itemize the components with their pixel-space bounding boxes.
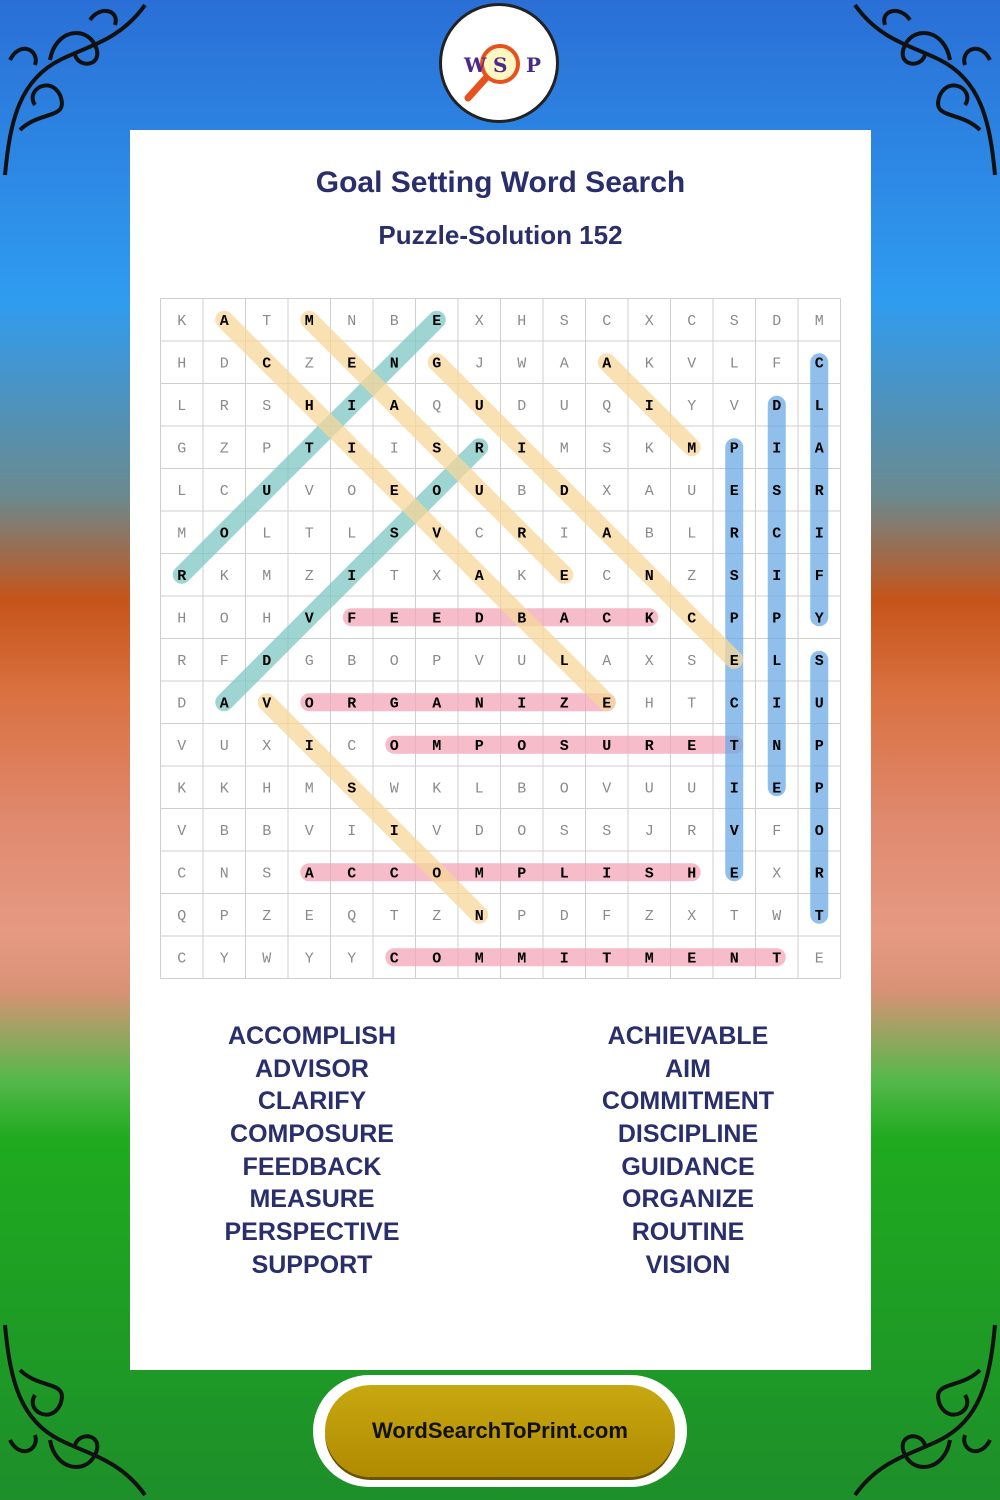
word-list-item: ACCOMPLISH <box>227 1022 397 1050</box>
grid-cell: T <box>389 567 399 585</box>
grid-cell: E <box>687 737 697 755</box>
grid-cell: R <box>517 525 527 543</box>
word-list-item: FEEDBACK <box>242 1152 382 1181</box>
logo-letter-w: W <box>464 53 487 77</box>
grid-cell: Y <box>687 397 697 415</box>
grid-cell: X <box>474 312 484 330</box>
grid-cell: I <box>772 440 782 458</box>
grid-cell: I <box>559 525 569 543</box>
grid-cell: L <box>559 865 569 883</box>
grid-cell: E <box>602 695 612 713</box>
grid-cell: T <box>602 950 612 968</box>
grid-cell: O <box>219 525 229 543</box>
grid-cell: W <box>389 780 399 798</box>
grid-cell: A <box>602 525 612 543</box>
page-subtitle: Puzzle-Solution 152 <box>378 220 623 250</box>
letter-grid <box>160 298 841 979</box>
grid-cell: I <box>517 695 527 713</box>
grid-cell: Y <box>814 610 824 628</box>
grid-cell: I <box>389 822 399 840</box>
grid-cell: E <box>432 610 442 628</box>
grid-cell: H <box>262 610 272 628</box>
grid-cell: C <box>347 865 357 883</box>
grid-cell: G <box>177 440 187 458</box>
grid-cell: P <box>474 737 484 755</box>
grid-cell: P <box>262 440 272 458</box>
grid-cell: M <box>304 780 314 798</box>
word-list-item: CLARIFY <box>257 1087 367 1116</box>
grid-cell: M <box>559 440 569 458</box>
grid-cell: S <box>772 482 782 500</box>
grid-cell: S <box>687 652 697 670</box>
grid-cell: U <box>814 695 824 713</box>
grid-cell: M <box>814 312 824 330</box>
grid-cell: Z <box>304 355 314 373</box>
grid-cell: E <box>432 312 442 330</box>
grid-cell: T <box>304 525 314 543</box>
logo-letter-s: S <box>493 53 508 77</box>
grid-cell: T <box>772 950 782 968</box>
grid-cell: D <box>559 482 569 500</box>
grid-cell: Z <box>432 907 442 925</box>
grid-cell: U <box>559 397 569 415</box>
grid-cell: H <box>644 695 654 713</box>
grid-cell: C <box>262 355 272 373</box>
grid-cell: O <box>432 865 442 883</box>
grid-cell: C <box>814 355 824 373</box>
grid-cell: G <box>389 695 399 713</box>
grid-cell: B <box>517 482 527 500</box>
grid-cell: V <box>304 482 314 500</box>
grid-cell: U <box>687 780 697 798</box>
grid-cell: U <box>474 397 484 415</box>
grid-cell: E <box>729 482 739 500</box>
grid-cell: S <box>602 822 612 840</box>
grid-cell: O <box>432 950 442 968</box>
grid-cell: K <box>177 312 187 330</box>
grid-cell: O <box>389 652 399 670</box>
grid-cell: B <box>517 780 527 798</box>
grid-cell: N <box>772 737 782 755</box>
grid-cell: H <box>177 355 187 373</box>
ornament-bottom-left-icon <box>0 1320 150 1500</box>
grid-cell: X <box>687 907 697 925</box>
grid-cell: C <box>389 950 399 968</box>
grid-cell: V <box>474 652 484 670</box>
grid-cell: F <box>772 822 782 840</box>
grid-cell: L <box>687 525 697 543</box>
grid-cell: L <box>347 525 357 543</box>
grid-cell: D <box>517 397 527 415</box>
grid-cell: Z <box>559 695 569 713</box>
grid-cell: S <box>729 567 739 585</box>
grid-cell: D <box>177 695 187 713</box>
grid-cell: N <box>474 907 484 925</box>
word-list-item: SUPPORT <box>251 1250 373 1279</box>
grid-cell: F <box>814 567 824 585</box>
grid-cell: P <box>772 610 782 628</box>
grid-cell: G <box>432 355 442 373</box>
grid-cell: C <box>177 865 187 883</box>
grid-cell: K <box>219 780 229 798</box>
grid-cell: D <box>474 822 484 840</box>
grid-cell: M <box>432 737 442 755</box>
grid-cell: E <box>304 907 314 925</box>
grid-cell: A <box>644 482 654 500</box>
grid-cell: S <box>602 440 612 458</box>
grid-cell: X <box>772 865 782 883</box>
grid-cell: Q <box>347 907 357 925</box>
grid-cell: Q <box>432 397 442 415</box>
grid-cell: C <box>602 312 612 330</box>
grid-cell: C <box>602 567 612 585</box>
grid-cell: B <box>262 822 272 840</box>
grid-cell: C <box>729 695 739 713</box>
grid-cell: X <box>602 482 612 500</box>
grid-cell: B <box>644 525 654 543</box>
grid-cell: H <box>687 865 697 883</box>
grid-cell: A <box>219 312 229 330</box>
grid-cell: Y <box>219 950 229 968</box>
grid-cell: V <box>177 822 187 840</box>
grid-cell: K <box>432 780 442 798</box>
grid-cell: S <box>432 440 442 458</box>
grid-cell: M <box>177 525 187 543</box>
grid-cell: T <box>262 312 272 330</box>
grid-cell: H <box>262 780 272 798</box>
grid-cell: C <box>219 482 229 500</box>
word-list-item: ACHIEVABLE <box>607 1022 769 1050</box>
ornament-top-right-icon <box>850 0 1000 180</box>
grid-cell: M <box>304 312 314 330</box>
grid-cell: I <box>347 440 357 458</box>
grid-cell: O <box>814 822 824 840</box>
grid-cell: K <box>517 567 527 585</box>
grid-cell: K <box>644 610 654 628</box>
grid-cell: O <box>517 822 527 840</box>
word-list-item: ORGANIZE <box>622 1185 754 1214</box>
grid-cell: X <box>262 737 272 755</box>
grid-cell: S <box>814 652 824 670</box>
grid-cell: K <box>644 355 654 373</box>
grid-cell: A <box>602 355 612 373</box>
word-list-item: VISION <box>645 1250 731 1279</box>
ornament-bottom-right-icon <box>850 1320 1000 1500</box>
grid-cell: F <box>772 355 782 373</box>
grid-cell: M <box>474 950 484 968</box>
grid-cell: E <box>729 865 739 883</box>
grid-cell: I <box>729 780 739 798</box>
grid-cell: M <box>644 950 654 968</box>
grid-cell: A <box>559 610 569 628</box>
grid-cell: V <box>687 355 697 373</box>
grid-cell: N <box>389 355 399 373</box>
grid-cell: V <box>432 525 442 543</box>
grid-cell: Z <box>219 440 229 458</box>
website-label: WordSearchToPrint.com <box>325 1385 675 1477</box>
grid-cell: K <box>177 780 187 798</box>
grid-cell: M <box>687 440 697 458</box>
grid-cell: Y <box>347 950 357 968</box>
word-list-item: DISCIPLINE <box>617 1120 759 1149</box>
grid-cell: Z <box>687 567 697 585</box>
grid-cell: E <box>814 950 824 968</box>
grid-cell: B <box>517 610 527 628</box>
grid-cell: R <box>347 695 357 713</box>
grid-cell: P <box>432 652 442 670</box>
magnifier-logo-icon <box>442 6 556 120</box>
grid-cell: M <box>474 865 484 883</box>
grid-cell: A <box>389 397 399 415</box>
grid-cell: S <box>644 865 654 883</box>
grid-cell: R <box>177 567 187 585</box>
grid-cell: E <box>389 610 399 628</box>
grid-cell: V <box>304 610 314 628</box>
grid-cell: S <box>729 312 739 330</box>
grid-cell: O <box>517 737 527 755</box>
grid-cell: R <box>474 440 484 458</box>
grid-cell: F <box>219 652 229 670</box>
grid-cell: V <box>304 822 314 840</box>
word-list-item: ADVISOR <box>255 1054 369 1083</box>
grid-cell: Z <box>644 907 654 925</box>
grid-cell: I <box>644 397 654 415</box>
grid-cell: T <box>304 440 314 458</box>
grid-cell: C <box>389 865 399 883</box>
grid-cell: R <box>814 482 824 500</box>
grid-cell: G <box>304 652 314 670</box>
grid-cell: L <box>474 780 484 798</box>
grid-cell: W <box>772 907 782 925</box>
grid-cell: S <box>262 865 272 883</box>
grid-cell: E <box>389 482 399 500</box>
grid-cell: H <box>304 397 314 415</box>
grid-cell: C <box>772 525 782 543</box>
grid-cell: U <box>644 780 654 798</box>
grid-cell: V <box>602 780 612 798</box>
grid-cell: U <box>687 482 697 500</box>
grid-cell: C <box>347 737 357 755</box>
grid-cell: I <box>602 865 612 883</box>
grid-cell: L <box>262 525 272 543</box>
grid-cell: E <box>687 950 697 968</box>
grid-cell: E <box>729 652 739 670</box>
word-list-item: COMPOSURE <box>230 1120 394 1149</box>
grid-cell: V <box>177 737 187 755</box>
grid-cell: D <box>219 355 229 373</box>
grid-cell: L <box>772 652 782 670</box>
grid-cell: S <box>559 822 569 840</box>
grid-cell: L <box>177 482 187 500</box>
grid-cell: C <box>602 610 612 628</box>
grid-cell: E <box>772 780 782 798</box>
grid-cell: D <box>559 907 569 925</box>
grid-cell: Z <box>262 907 272 925</box>
wsp-logo <box>439 3 559 123</box>
grid-cell: A <box>432 695 442 713</box>
grid-cell: I <box>304 737 314 755</box>
grid-cell: P <box>219 907 229 925</box>
word-list-item: MEASURE <box>249 1185 375 1214</box>
grid-cell: N <box>729 950 739 968</box>
grid-cell: U <box>474 482 484 500</box>
grid-cell: H <box>517 312 527 330</box>
ornament-top-left-icon <box>0 0 150 180</box>
grid-cell: X <box>644 652 654 670</box>
grid-cell: O <box>219 610 229 628</box>
grid-cell: I <box>772 695 782 713</box>
page-title: Goal Setting Word Search <box>315 166 686 199</box>
grid-cell: S <box>347 780 357 798</box>
word-list-left <box>147 1020 477 1282</box>
grid-cell: N <box>644 567 654 585</box>
grid-cell: I <box>389 440 399 458</box>
grid-cell: R <box>814 865 824 883</box>
grid-cell: J <box>644 822 654 840</box>
grid-cell: T <box>814 907 824 925</box>
grid-cell: L <box>814 397 824 415</box>
grid-cell: R <box>644 737 654 755</box>
grid-cell: S <box>262 397 272 415</box>
grid-cell: N <box>347 312 357 330</box>
grid-cell: R <box>687 822 697 840</box>
grid-cell: I <box>559 950 569 968</box>
grid-cell: P <box>517 865 527 883</box>
grid-cell: V <box>262 695 272 713</box>
grid-cell: V <box>432 822 442 840</box>
grid-cell: V <box>729 822 739 840</box>
grid-cell: T <box>729 737 739 755</box>
grid-cell: P <box>729 440 739 458</box>
grid-cell: A <box>602 652 612 670</box>
grid-cell: P <box>814 737 824 755</box>
grid-cell: T <box>729 907 739 925</box>
grid-cell: D <box>772 397 782 415</box>
grid-cell: L <box>729 355 739 373</box>
grid-cell: R <box>729 525 739 543</box>
grid-cell: C <box>687 312 697 330</box>
grid-cell: S <box>559 737 569 755</box>
grid-cell: A <box>219 695 229 713</box>
grid-cell: O <box>304 695 314 713</box>
grid-cell: S <box>389 525 399 543</box>
grid-cell: X <box>432 567 442 585</box>
grid-cell: U <box>262 482 272 500</box>
grid-cell: H <box>177 610 187 628</box>
grid-cell: R <box>219 397 229 415</box>
grid-cell: S <box>559 312 569 330</box>
grid-cell: N <box>474 695 484 713</box>
grid-cell: I <box>347 397 357 415</box>
grid-cell: P <box>814 780 824 798</box>
grid-cell: V <box>729 397 739 415</box>
grid-cell: I <box>772 567 782 585</box>
grid-cell: A <box>814 440 824 458</box>
grid-cell: K <box>219 567 229 585</box>
grid-cell: C <box>177 950 187 968</box>
grid-cell: A <box>559 355 569 373</box>
grid-cell: C <box>687 610 697 628</box>
grid-cell: I <box>347 822 357 840</box>
grid-cell: U <box>602 737 612 755</box>
word-list-right <box>523 1020 853 1282</box>
grid-cell: D <box>474 610 484 628</box>
grid-cell: M <box>262 567 272 585</box>
grid-cell: W <box>262 950 272 968</box>
grid-cell: B <box>219 822 229 840</box>
grid-cell: O <box>347 482 357 500</box>
grid-cell: I <box>814 525 824 543</box>
grid-cell: I <box>517 440 527 458</box>
grid-cell: A <box>304 865 314 883</box>
grid-cell: W <box>517 355 527 373</box>
grid-cell: U <box>517 652 527 670</box>
grid-cell: C <box>474 525 484 543</box>
grid-cell: E <box>559 567 569 585</box>
website-button[interactable] <box>313 1375 687 1487</box>
grid-cell: L <box>177 397 187 415</box>
grid-cell: B <box>347 652 357 670</box>
grid-cell: U <box>219 737 229 755</box>
grid-cell: J <box>474 355 484 373</box>
word-list-item: PERSPECTIVE <box>224 1218 400 1247</box>
logo-letter-p: P <box>526 53 542 77</box>
grid-cell: Q <box>602 397 612 415</box>
grid-cell: K <box>644 440 654 458</box>
grid-cell: P <box>517 907 527 925</box>
word-list-item: COMMITMENT <box>601 1087 775 1116</box>
grid-cell: B <box>389 312 399 330</box>
grid-cell: D <box>262 652 272 670</box>
word-list-item: AIM <box>665 1054 711 1083</box>
grid-cell: T <box>389 907 399 925</box>
grid-cell: Q <box>177 907 187 925</box>
grid-cell: T <box>687 695 697 713</box>
grid-cell: I <box>347 567 357 585</box>
grid-cell: D <box>772 312 782 330</box>
grid-cell: O <box>559 780 569 798</box>
word-list-item: GUIDANCE <box>621 1152 755 1181</box>
grid-cell: N <box>219 865 229 883</box>
grid-cell: P <box>729 610 739 628</box>
grid-cell: A <box>474 567 484 585</box>
grid-cell: Y <box>304 950 314 968</box>
grid-cell: L <box>559 652 569 670</box>
grid-cell: Z <box>304 567 314 585</box>
grid-cell: X <box>644 312 654 330</box>
grid-cell: O <box>432 482 442 500</box>
grid-cell: M <box>517 950 527 968</box>
grid-cell: E <box>347 355 357 373</box>
grid-cell: O <box>389 737 399 755</box>
grid-cell: F <box>347 610 357 628</box>
word-list-item: ROUTINE <box>631 1218 745 1247</box>
grid-cell: F <box>602 907 612 925</box>
grid-cell: R <box>177 652 187 670</box>
